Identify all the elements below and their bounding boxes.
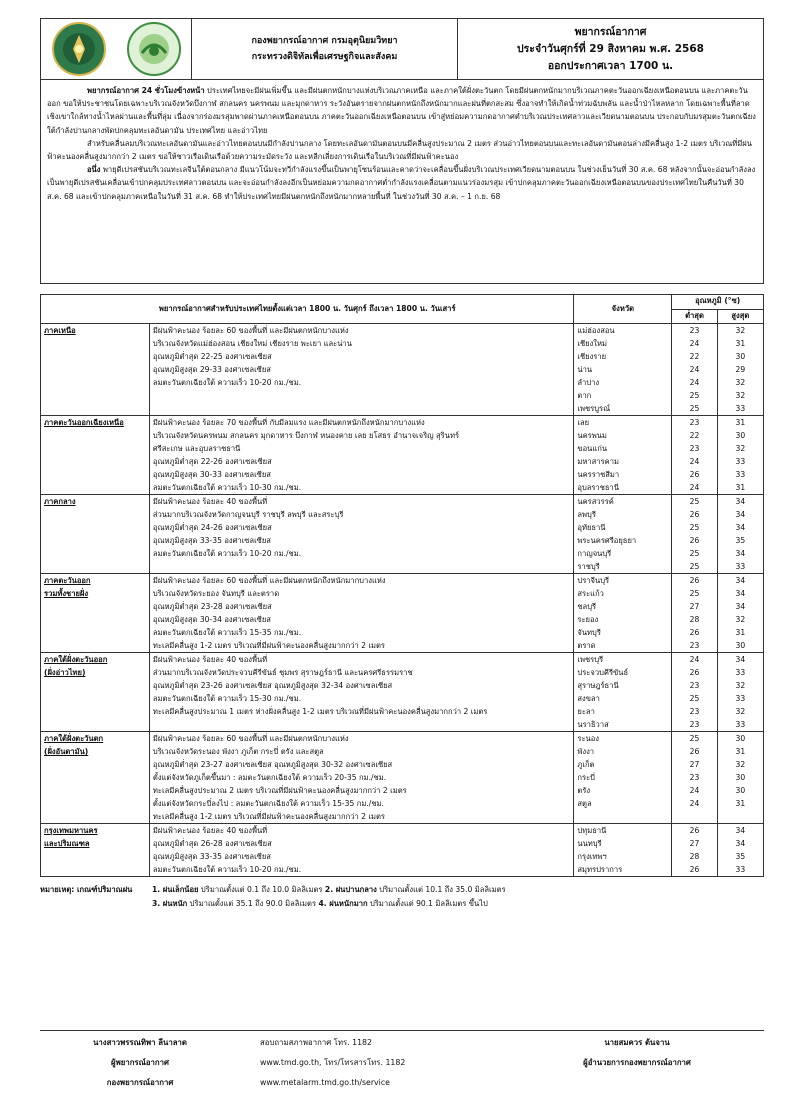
min-temp: 25	[689, 549, 700, 558]
max-temp: 31	[735, 483, 746, 492]
dept-line-1: กองพยากรณ์อากาศ กรมอุตุนิยมวิทยา	[251, 36, 398, 46]
region-row	[41, 653, 764, 732]
dept-line-2: กระทรวงดิจิทัลเพื่อเศรษฐกิจและสังคม	[251, 52, 398, 62]
min-temp: 22	[689, 431, 700, 440]
region-forecast-text	[149, 653, 574, 732]
province-name: ตราด	[577, 641, 596, 650]
min-temp-list	[672, 324, 717, 416]
province-name: เพชรบุรี	[577, 655, 604, 664]
province-name: ยะลา	[577, 707, 595, 716]
region-forecast-text	[149, 416, 574, 495]
min-temp: 26	[689, 510, 700, 519]
max-temp: 33	[735, 694, 746, 703]
min-temp: 25	[689, 694, 700, 703]
min-temp: 26	[689, 470, 700, 479]
max-temp: 32	[735, 681, 746, 690]
director-name: นายสมควร ต้นจาน	[604, 1038, 670, 1047]
regional-forecast-table	[40, 294, 764, 877]
forecast-line: อุณหภูมิต่ำสุด 22-26 องศาเซลเซียส	[152, 457, 272, 466]
min-temp: 24	[689, 378, 700, 387]
min-temp: 25	[689, 404, 700, 413]
province-name: ลำปาง	[577, 378, 600, 387]
province-name: ลพบุรี	[577, 510, 596, 519]
province-name: สตูล	[577, 799, 592, 808]
table-header-province: จังหวัด	[574, 295, 672, 324]
min-temp: 23	[689, 681, 700, 690]
rain-criteria-note	[40, 883, 764, 911]
logos	[41, 19, 192, 79]
max-temp-list	[717, 732, 763, 824]
region-row	[41, 495, 764, 574]
region-name-line: (ฝั่งอันดามัน)	[44, 747, 89, 756]
max-temp: 31	[735, 799, 746, 808]
min-temp: 24	[689, 365, 700, 374]
max-temp: 33	[735, 720, 746, 729]
min-temp: 24	[689, 483, 700, 492]
max-temp: 30	[735, 431, 746, 440]
min-temp: 26	[689, 865, 700, 874]
max-temp: 34	[735, 839, 746, 848]
min-temp: 23	[689, 444, 700, 453]
forecast-line: อุณหภูมิต่ำสุด 23-27 องศาเซลเซียส อุณหภูมิสูงสุด 30-32 องศาเซลเซียส	[152, 760, 393, 769]
province-list	[574, 732, 672, 824]
forecast-line: อุณหภูมิต่ำสุด 24-26 องศาเซลเซียส	[152, 523, 272, 532]
forecast-line: มีฝนฟ้าคะนอง ร้อยละ 40 ของพื้นที่	[152, 655, 268, 664]
forecast-page	[40, 18, 764, 911]
max-temp: 30	[735, 773, 746, 782]
summary-paragraph-1: พยากรณ์อากาศ 24 ชั่วโมงข้างหน้า ประเทศไทยจะมีฝนเพิ่มขึ้น และมีฝนตกหนักบางแห่งบริเวณภาคเหนือ และภาคใต้ฝั่งตะวันตก โดยมีฝนตกหนักมากบริเวณภาคตะวันออกเฉียงเหนือตอนบน และภาคตะวันออก ขอให้ประชาชนโดยเฉพาะบริเวณจังหวัดบึงกาฬ สกลนคร นครพนม และมุกดาหาร ระวังอันตรายจากฝนตกหนักถึงหนักมากและฝนที่ตกสะสม ซึ่งอาจทำให้เกิดน้ำท่วมฉับพลัน และน้ำป่าไหลหลาก โดยเฉพาะพื้นที่ลาดเชิงเขาใกล้ทางน้ำไหลผ่านและพื้นที่ลุ่ม เนื่องจากร่องมรสุมพาดผ่านภาคเหนือตอนบน ภาคตะวันออกเฉียงเหนือตอนบน เข้าสู่หย่อมความกดอากาศต่ำบริเวณประเทศลาวและเวียดนามตอนบน ประกอบกับมรสุมตะวันตกเฉียงใต้กำลังปานกลางพัดปกคลุมทะเลอันดามัน ประเทศไทย และอ่าวไทย	[47, 86, 756, 135]
region-name-line: ภาคใต้ฝั่งตะวันออก	[44, 655, 108, 664]
summary-paragraph-3: อนึ่ง พายุดีเปรสชันบริเวณทะเลจีนใต้ตอนกลาง มีแนวโน้มจะทวีกำลังแรงขึ้นเป็นพายุโซนร้อนและคาดว่าจะเคลื่อนขึ้นฝั่งบริเวณประเทศเวียดนามตอนบน ในช่วงเย็นวันที่ 30 ส.ค. 68 หลังจากนั้นจะอ่อนกำลังลงเป็นพายุดีเปรสชันเคลื่อนเข้าปกคลุมประเทศลาวตอนบน และจะอ่อนกำลังลงอีกเป็นหย่อมความกดอากาศต่ำกำลังแรงเคลื่อนตามแนวร่องมรสุม เข้าปกคลุมภาคตะวันออกเฉียงเหนือตอนบนของประเทศไทยในคืนวันที่ 30 ส.ค. 68 และเข้าปกคลุมภาคเหนือในวันที่ 31 ส.ค. 68 ทำให้ประเทศไทยมีฝนตกหนักถึงหนักมากหลายพื้นที่ ในช่วงวันที่ 30 ส.ค. – 1 ก.ย. 68	[47, 165, 756, 201]
max-temp: 33	[735, 865, 746, 874]
min-temp-list	[672, 574, 717, 653]
max-temp: 34	[735, 826, 746, 835]
forecast-line: อุณหภูมิสูงสุด 30-33 องศาเซลเซียส	[152, 470, 271, 479]
forecast-line: บริเวณจังหวัดแม่ฮ่องสอน เชียงใหม่ เชียงราย พะเยา และน่าน	[152, 339, 352, 348]
min-temp-list	[672, 416, 717, 495]
province-name: จันทบุรี	[577, 628, 601, 637]
summary-paragraph-2: สำหรับคลื่นลมบริเวณทะเลอันดามันและอ่าวไทยตอนบนมีกำลังปานกลาง โดยทะเลอันดามันตอนบนมีคลื่นสูงประมาณ 2 เมตร ส่วนอ่าวไทยตอนบนและทะเลอันดามันตอนล่างมีคลื่นสูง 1-2 เมตร บริเวณที่มีฝนฟ้าคะนองคลื่นสูงมากกว่า 2 เมตร ขอให้ชาวเรือเดินเรือด้วยความระมัดระวัง และหลีกเลี่ยงการเดินเรือในบริเวณที่มีฝนฟ้าคะนอง	[47, 138, 752, 162]
forecast-line: ส่วนมากบริเวณจังหวัดกาญจนบุรี ราชบุรี ลพบุรี และสระบุรี	[152, 510, 344, 519]
max-temp: 31	[735, 339, 746, 348]
table-header-main: พยากรณ์อากาศสำหรับประเทศไทยตั้งแต่เวลา 1800 น. วันศุกร์ ถึงเวลา 1800 น. วันเสาร์	[41, 295, 574, 324]
min-temp: 23	[689, 418, 700, 427]
forecast-line: มีฝนฟ้าคะนอง ร้อยละ 60 ของพื้นที่ และมีฝนตกหนักบางแห่ง	[152, 326, 349, 335]
min-temp: 23	[689, 773, 700, 782]
max-temp: 33	[735, 470, 746, 479]
tmd-logo	[127, 22, 181, 76]
max-temp: 31	[735, 747, 746, 756]
forecast-line: ทะเลมีคลื่นสูง 1-2 เมตร บริเวณที่มีฝนฟ้าคะนองคลื่นสูงมากกว่า 2 เมตร	[152, 641, 385, 650]
max-temp: 30	[735, 641, 746, 650]
max-temp: 34	[735, 655, 746, 664]
province-list	[574, 574, 672, 653]
province-name: ประจวบคีรีขันธ์	[577, 668, 629, 677]
max-temp: 30	[735, 734, 746, 743]
province-name: ภูเก็ต	[577, 760, 595, 769]
min-temp: 28	[689, 852, 700, 861]
forecaster-role: ผู้พยากรณ์อากาศ	[111, 1058, 169, 1067]
region-forecast-text	[149, 732, 574, 824]
province-name: กาญจนบุรี	[577, 549, 612, 558]
province-list	[574, 824, 672, 877]
forecast-line: อุณหภูมิสูงสุด 29-33 องศาเซลเซียส	[152, 365, 271, 374]
max-temp: 34	[735, 589, 746, 598]
min-temp: 26	[689, 576, 700, 585]
forecast-line: บริเวณจังหวัดระนอง พังงา ภูเก็ต กระบี่ ตรัง และสตูล	[152, 747, 324, 756]
title-line-1: พยากรณ์อากาศ	[574, 25, 647, 38]
contact-service-link[interactable]: www.metalarm.tmd.go.th/service	[260, 1078, 390, 1087]
max-temp-list	[717, 824, 763, 877]
forecast-line: บริเวณจังหวัดระยอง จันทบุรี และตราด	[152, 589, 280, 598]
document-title	[458, 19, 763, 79]
max-temp: 32	[735, 615, 746, 624]
region-name-line: และปริมณฑล	[44, 839, 90, 848]
forecast-line: อุณหภูมิต่ำสุด 22-25 องศาเซลเซียส	[152, 352, 272, 361]
forecast-line: ลมตะวันตกเฉียงใต้ ความเร็ว 15-30 กม./ชม.	[152, 694, 302, 703]
region-name-line: ภาคตะวันออกเฉียงเหนือ	[44, 418, 124, 427]
min-temp-list	[672, 495, 717, 574]
region-forecast-text	[149, 574, 574, 653]
province-name: เลย	[577, 418, 590, 427]
min-temp: 25	[689, 391, 700, 400]
province-name: เพชรบูรณ์	[577, 404, 611, 413]
min-temp: 27	[689, 839, 700, 848]
province-name: นนทบุรี	[577, 839, 602, 848]
forecast-line: บริเวณจังหวัดนครพนม สกลนคร มุกดาหาร บึงกาฬ หนองคาย เลย ยโสธร อำนาจเจริญ สุรินทร์	[152, 431, 460, 440]
contact-phone: สอบถามสภาพอากาศ โทร. 1182	[260, 1038, 372, 1047]
province-list	[574, 495, 672, 574]
region-name-line: (ฝั่งอ่าวไทย)	[44, 668, 86, 677]
region-name-line: ภาคกลาง	[44, 497, 76, 506]
min-temp: 25	[689, 523, 700, 532]
min-temp: 24	[689, 655, 700, 664]
ministry-logo	[52, 22, 106, 76]
province-name: มหาสารคาม	[577, 457, 619, 466]
province-name: ขอนแก่น	[577, 444, 608, 453]
max-temp: 34	[735, 602, 746, 611]
min-temp: 27	[689, 602, 700, 611]
min-temp: 25	[689, 734, 700, 743]
region-row	[41, 324, 764, 416]
forecast-line: ตั้งแต่จังหวัดภูเก็ตขึ้นมา : ลมตะวันตกเฉียงใต้ ความเร็ว 20-35 กม./ชม.	[152, 773, 387, 782]
forecast-line: ลมตะวันตกเฉียงใต้ ความเร็ว 10-20 กม./ชม.	[152, 378, 302, 387]
region-name	[41, 574, 150, 653]
province-list	[574, 653, 672, 732]
forecast-line: ลมตะวันตกเฉียงใต้ ความเร็ว 10-20 กม./ชม.	[152, 865, 302, 874]
forecast-line: ตั้งแต่จังหวัดกระบี่ลงไป : ลมตะวันตกเฉียงใต้ ความเร็ว 15-35 กม./ชม.	[152, 799, 384, 808]
province-list	[574, 324, 672, 416]
max-temp: 31	[735, 628, 746, 637]
min-temp: 26	[689, 826, 700, 835]
forecast-line: ทะเลมีคลื่นสูงประมาณ 2 เมตร บริเวณที่มีฝนฟ้าคะนองคลื่นสูงมากกว่า 2 เมตร	[152, 786, 407, 795]
region-name	[41, 416, 150, 495]
province-name: สระแก้ว	[577, 589, 604, 598]
region-forecast-text	[149, 324, 574, 416]
province-name: กระบี่	[577, 773, 595, 782]
forecast-line: อุณหภูมิต่ำสุด 23-28 องศาเซลเซียส	[152, 602, 272, 611]
max-temp: 30	[735, 786, 746, 795]
region-forecast-text	[149, 495, 574, 574]
province-name: ระยอง	[577, 615, 599, 624]
forecast-summary	[40, 80, 764, 284]
director-role: ผู้อำนวยการกองพยากรณ์อากาศ	[583, 1058, 691, 1067]
note-label: หมายเหตุ: เกณฑ์ปริมาณฝน	[40, 885, 133, 894]
max-temp: 34	[735, 523, 746, 532]
province-name: ราชบุรี	[577, 562, 600, 571]
region-name-line: ภาคใต้ฝั่งตะวันตก	[44, 734, 104, 743]
forecast-line: มีฝนฟ้าคะนอง ร้อยละ 40 ของพื้นที่	[152, 826, 268, 835]
region-name-line: รวมทั้งชายฝั่ง	[44, 589, 89, 598]
max-temp: 33	[735, 562, 746, 571]
min-temp: 26	[689, 668, 700, 677]
department-name	[192, 19, 458, 79]
max-temp-list	[717, 324, 763, 416]
max-temp: 34	[735, 497, 746, 506]
document-footer	[40, 1030, 764, 1093]
max-temp-list	[717, 653, 763, 732]
min-temp: 25	[689, 589, 700, 598]
region-name	[41, 732, 150, 824]
table-header-max: สูงสุด	[717, 310, 763, 324]
max-temp: 34	[735, 549, 746, 558]
province-name: ตาก	[577, 391, 592, 400]
province-name: นครสวรรค์	[577, 497, 614, 506]
title-line-2: ประจำวันศุกร์ที่ 29 สิงหาคม พ.ศ. 2568	[517, 42, 704, 55]
region-name	[41, 653, 150, 732]
province-name: ปราจีนบุรี	[577, 576, 610, 585]
province-name: ตรัง	[577, 786, 591, 795]
region-row	[41, 824, 764, 877]
max-temp: 35	[735, 536, 746, 545]
province-name: เชียงราย	[577, 352, 607, 361]
min-temp: 25	[689, 497, 700, 506]
table-header-min: ต่ำสุด	[672, 310, 717, 324]
max-temp: 32	[735, 760, 746, 769]
min-temp: 26	[689, 536, 700, 545]
forecaster-name: นางสาวพรรณทิพา ลีนาลาด	[93, 1038, 187, 1047]
province-name: อุทัยธานี	[577, 523, 606, 532]
contact-website[interactable]: www.tmd.go.th, โทร/โทรสารโทร. 1182	[260, 1058, 406, 1067]
forecast-line: มีฝนฟ้าคะนอง ร้อยละ 60 ของพื้นที่ และมีฝนตกหนักบางแห่ง	[152, 734, 349, 743]
min-temp: 24	[689, 799, 700, 808]
forecast-line: ลมตะวันตกเฉียงใต้ ความเร็ว 15-35 กม./ชม.	[152, 628, 302, 637]
forecaster-dept: กองพยากรณ์อากาศ	[106, 1078, 174, 1087]
min-temp: 24	[689, 786, 700, 795]
province-list	[574, 416, 672, 495]
region-row	[41, 416, 764, 495]
note-body: 1. ฝนเล็กน้อย ปริมาณตั้งแต่ 0.1 ถึง 10.0 มิลลิเมตร 2. ฝนปานกลาง ปริมาณตั้งแต่ 10.1 ถึง 35.0 มิลลิเมตร 3. ฝนหนัก ปริมาณตั้งแต่ 35.1 ถึง 90.0 มิลลิเมตร 4. ฝนหนักมาก ปริมาณตั้งแต่ 90.1 มิลลิเมตร ขึ้นไป	[152, 885, 506, 908]
max-temp: 34	[735, 510, 746, 519]
province-name: นราธิวาส	[577, 720, 609, 729]
max-temp-list	[717, 495, 763, 574]
forecast-line: ทะเลมีคลื่นสูง 1-2 เมตร บริเวณที่มีฝนฟ้าคะนองคลื่นสูงมากกว่า 2 เมตร	[152, 812, 385, 821]
province-name: พระนครศรีอยุธยา	[577, 536, 637, 545]
max-temp: 29	[735, 365, 746, 374]
province-name: ชลบุรี	[577, 602, 597, 611]
min-temp: 23	[689, 326, 700, 335]
province-name: สงขลา	[577, 694, 600, 703]
province-name: กรุงเทพฯ	[577, 852, 607, 861]
province-name: สมุทรปราการ	[577, 865, 623, 874]
forecast-line: ลมตะวันตกเฉียงใต้ ความเร็ว 10-20 กม./ชม.	[152, 549, 302, 558]
min-temp: 23	[689, 720, 700, 729]
province-name: ปทุมธานี	[577, 826, 607, 835]
min-temp: 26	[689, 747, 700, 756]
max-temp: 32	[735, 707, 746, 716]
province-name: นครราชสีมา	[577, 470, 620, 479]
min-temp: 27	[689, 760, 700, 769]
min-temp: 22	[689, 352, 700, 361]
min-temp-list	[672, 653, 717, 732]
max-temp-list	[717, 574, 763, 653]
province-name: เชียงใหม่	[577, 339, 608, 348]
max-temp-list	[717, 416, 763, 495]
min-temp: 28	[689, 615, 700, 624]
min-temp: 23	[689, 641, 700, 650]
forecast-line: ส่วนมากบริเวณจังหวัดประจวบคีรีขันธ์ ชุมพร สุราษฎร์ธานี และนครศรีธรรมราช	[152, 668, 413, 677]
region-name-line: ภาคตะวันออก	[44, 576, 91, 585]
max-temp: 31	[735, 418, 746, 427]
max-temp: 34	[735, 576, 746, 585]
forecast-line: อุณหภูมิต่ำสุด 26-28 องศาเซลเซียส	[152, 839, 272, 848]
region-row	[41, 574, 764, 653]
province-name: น่าน	[577, 365, 593, 374]
region-name-line: กรุงเทพมหานคร	[44, 826, 98, 835]
max-temp: 33	[735, 404, 746, 413]
min-temp-list	[672, 824, 717, 877]
min-temp: 26	[689, 628, 700, 637]
region-name-line: ภาคเหนือ	[44, 326, 76, 335]
min-temp: 24	[689, 457, 700, 466]
forecast-line: ลมตะวันตกเฉียงใต้ ความเร็ว 10-30 กม./ชม.	[152, 483, 302, 492]
forecast-line: มีฝนฟ้าคะนอง ร้อยละ 60 ของพื้นที่ และมีฝนตกหนักถึงหนักมากบางแห่ง	[152, 576, 386, 585]
min-temp: 25	[689, 562, 700, 571]
region-name	[41, 324, 150, 416]
forecast-line: อุณหภูมิสูงสุด 33-35 องศาเซลเซียส	[152, 852, 271, 861]
max-temp: 30	[735, 352, 746, 361]
max-temp: 32	[735, 391, 746, 400]
region-name	[41, 824, 150, 877]
province-name: นครพนม	[577, 431, 607, 440]
region-row	[41, 732, 764, 824]
province-name: พังงา	[577, 747, 595, 756]
max-temp: 32	[735, 378, 746, 387]
province-name: ระนอง	[577, 734, 600, 743]
province-name: สุราษฎร์ธานี	[577, 681, 619, 690]
max-temp: 32	[735, 326, 746, 335]
table-header-temp: อุณหภูมิ (°ซ)	[672, 295, 764, 310]
forecast-line: อุณหภูมิสูงสุด 30-34 องศาเซลเซียส	[152, 615, 271, 624]
max-temp: 33	[735, 668, 746, 677]
min-temp: 23	[689, 707, 700, 716]
forecast-line: อุณหภูมิต่ำสุด 23-26 องศาเซลเซียส อุณหภูมิสูงสุด 32-34 องศาเซลเซียส	[152, 681, 393, 690]
document-header	[40, 18, 764, 80]
region-name	[41, 495, 150, 574]
region-forecast-text	[149, 824, 574, 877]
max-temp: 33	[735, 457, 746, 466]
min-temp: 24	[689, 339, 700, 348]
forecast-line: ศรีสะเกษ และอุบลราชธานี	[152, 444, 241, 453]
forecast-line: มีฝนฟ้าคะนอง ร้อยละ 40 ของพื้นที่	[152, 497, 268, 506]
forecast-line: มีฝนฟ้าคะนอง ร้อยละ 70 ของพื้นที่ กับมีลมแรง และมีฝนตกหนักถึงหนักมากบางแห่ง	[152, 418, 425, 427]
forecast-line: อุณหภูมิสูงสุด 33-35 องศาเซลเซียส	[152, 536, 271, 545]
max-temp: 35	[735, 852, 746, 861]
province-name: อุบลราชธานี	[577, 483, 620, 492]
title-line-3: ออกประกาศเวลา 1700 น.	[547, 59, 674, 72]
max-temp: 32	[735, 444, 746, 453]
province-name: แม่ฮ่องสอน	[577, 326, 615, 335]
forecast-line: ทะเลมีคลื่นสูงประมาณ 1 เมตร ห่างฝั่งคลื่นสูง 1-2 เมตร บริเวณที่มีฝนฟ้าคะนองคลื่นสูงมากกว่า 2 เมตร	[152, 707, 488, 716]
min-temp-list	[672, 732, 717, 824]
